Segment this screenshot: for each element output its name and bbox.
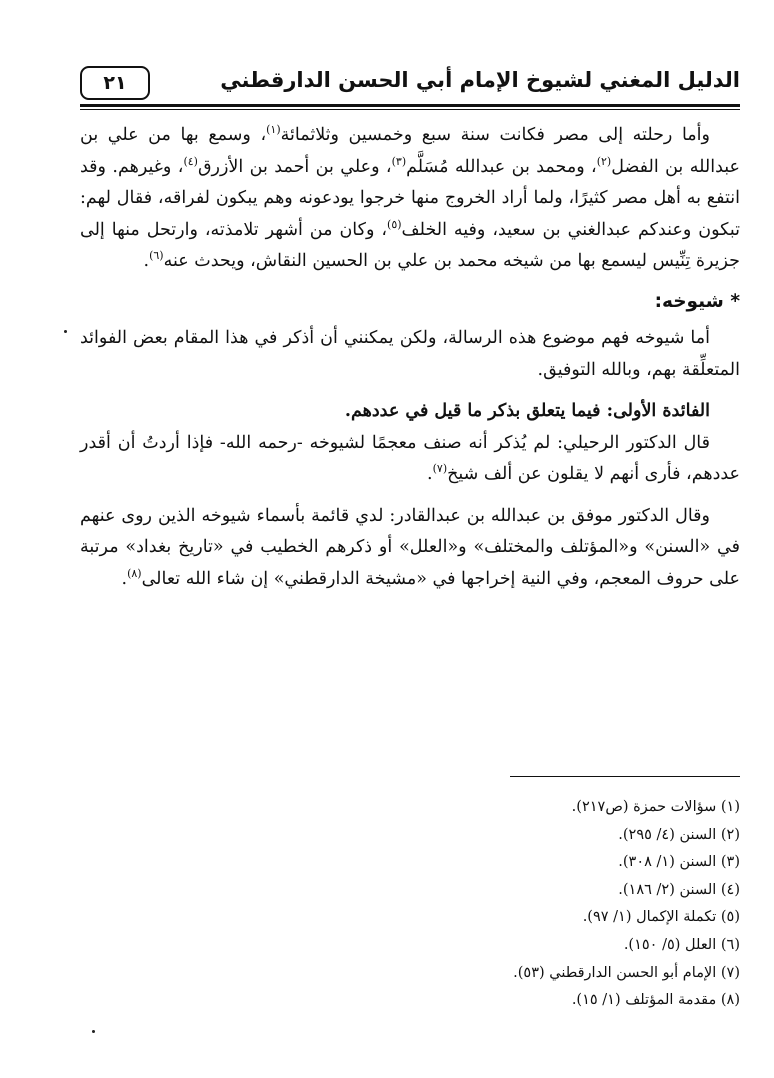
paragraph-travel — [80, 120, 740, 278]
paragraph-text: . — [143, 251, 150, 271]
footnote-separator — [510, 776, 740, 777]
paragraph-text: ، وعلي بن أحمد بن الأزرق — [197, 156, 392, 177]
paragraph-shuyukh: أما شيوخه فهم موضوع هذه الرسالة، ولكن يمكنني أن أذكر في هذا المقام بعض الفوائد المتعلِّقة بهم، وبالله التوفيق. — [80, 328, 740, 380]
paragraph-text: ، وكان من أشهر تلامذته، وارتحل منها إلى جزيرة تِنِّيس ليسمع بها من شيخه محمد بن علي بن الحسين النقاش، ويحدث عنه — [80, 219, 740, 271]
paragraph-text: وقال الدكتور موفق بن عبدالله بن عبدالقادر: لدي قائمة بأسماء شيوخه الذين روى عنهم في «السنن» و«المؤتلف والمختلف» و«العلل» أو ذكرهم الخطيب في «تاريخ بغداد» مرتبة على حروف المعجم، وفي النية إخراجها في «مشيخة الدارقطني» إن شاء الله تعالى — [80, 505, 740, 589]
footnote-ref: (٧) — [432, 462, 448, 476]
footnote-ref: (٥) — [387, 217, 402, 231]
paragraph-text: . — [427, 464, 433, 484]
footnote-item: (٧) الإمام أبو الحسن الدارقطني (٥٣). — [513, 964, 740, 981]
page-number: ٢١ — [80, 66, 150, 100]
footnote-item: (٦) العلل (٥/ ١٥٠). — [623, 936, 740, 953]
footnote-ref: (٤) — [183, 154, 198, 168]
page-header — [80, 64, 740, 110]
paragraph-text: . — [121, 568, 128, 589]
paragraph-text: ، وسمع بها من علي بن عبدالله بن الفضل — [80, 125, 740, 177]
paragraph-text: وأما رحلته إلى مصر فكانت سنة سبع وخمسين وثلاثمائة — [280, 125, 710, 145]
footnote-item: (٨) مقدمة المؤتلف (١/ ١٥). — [571, 992, 740, 1009]
footnote-item: (٥) تكملة الإكمال (١/ ٩٧). — [582, 909, 740, 926]
running-title: الدليل المغني لشيوخ الإمام أبي الحسن الدارقطني — [220, 68, 740, 92]
footnote-item: (١) سؤالات حمزة (ص٢١٧). — [571, 799, 740, 815]
paragraph-ruhaili — [80, 428, 740, 491]
footnotes — [340, 794, 740, 1015]
subheading-first-benefit: الفائدة الأولى: فيما يتعلق بذكر ما قيل في عددهم. — [344, 401, 710, 421]
section-heading: * شيوخه: — [654, 290, 740, 312]
footnote-item: (٤) السنن (٢/ ١٨٦). — [618, 881, 740, 898]
header-rule-thin — [80, 109, 740, 110]
scan-speck — [64, 330, 67, 333]
footnote-ref: (٨) — [127, 566, 142, 580]
paragraph-text: ، وغيرهم. وقد انتفع به أهل مصر كثيرًا، ولما أراد الخروج منها خرجوا يودعونه وهم يبكون لفراقه، فقال لهم: تبكون وعندكم عبدالغني بن سعيد، وفيه الخلف — [80, 156, 740, 240]
footnote-ref: (٣) — [391, 154, 407, 168]
paragraph-text: ، ومحمد بن عبدالله مُسَلَّم — [406, 156, 597, 177]
scan-speck — [92, 1030, 95, 1033]
paragraph-text: قال الدكتور الرحيلي: لم يُذكر أنه صنف معجمًا لشيوخه -رحمه الله- فإذا أردتُ أن أقدر عددهم، فأرى أنهم لا يقلون عن ألف شيخ — [80, 432, 740, 484]
footnote-ref: (٢) — [596, 154, 612, 168]
footnote-item: (٣) السنن (١/ ٣٠٨). — [618, 854, 740, 871]
footnote-item: (٢) السنن (٤/ ٢٩٥). — [618, 826, 740, 843]
footnote-ref: (٦) — [149, 249, 164, 263]
footnote-ref: (١) — [266, 123, 281, 137]
header-rule — [80, 104, 740, 107]
main-text — [80, 120, 740, 595]
paragraph-muwaffaq — [80, 501, 740, 596]
